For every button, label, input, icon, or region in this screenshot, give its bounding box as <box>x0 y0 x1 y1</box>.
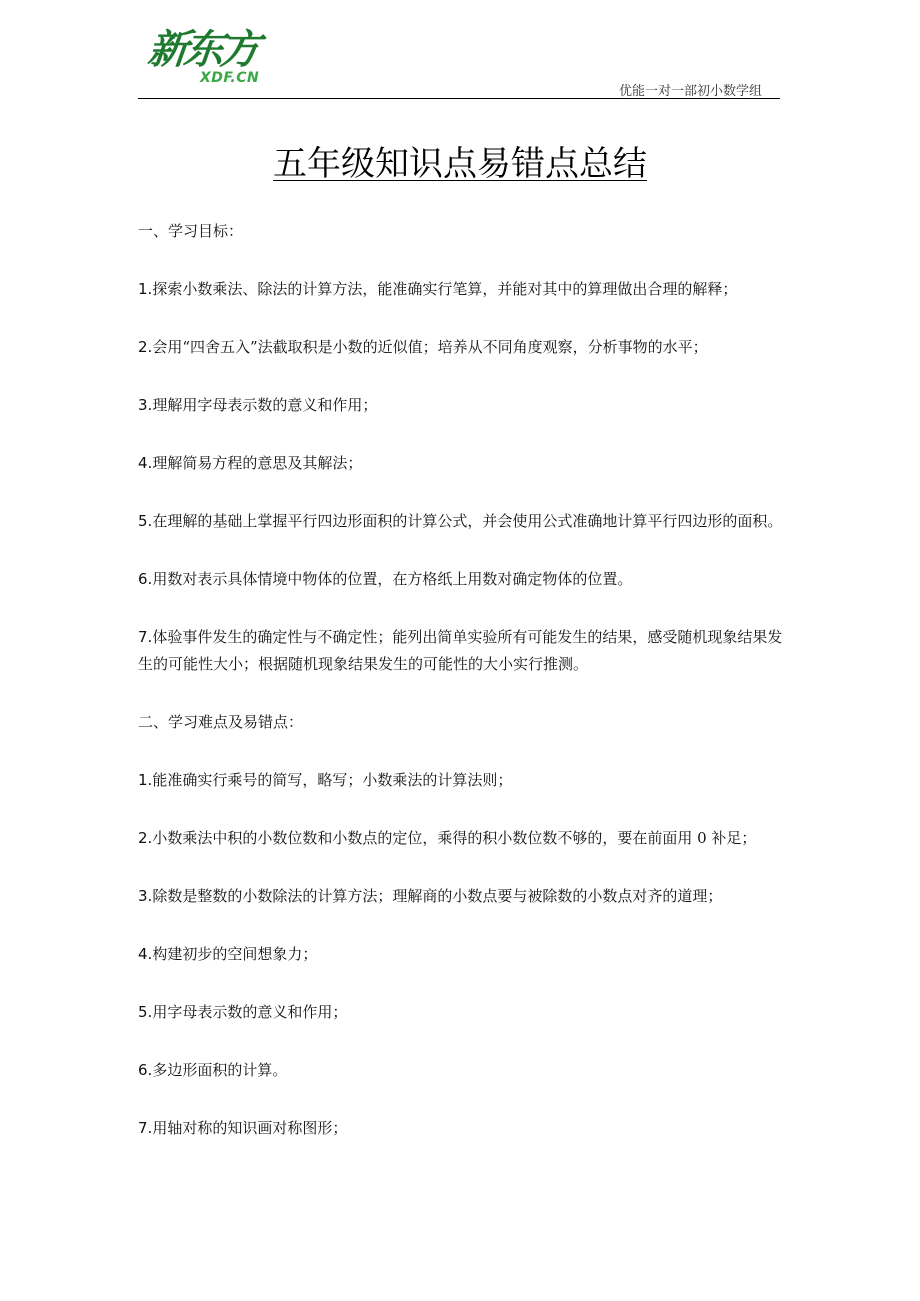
section-heading-difficulties: 二、学习难点及易错点： <box>138 713 304 731</box>
item-text: 能准确实行乘号的简写，略写；小数乘法的计算法则； <box>152 771 513 789</box>
item-text: 会用“四舍五入”法截取积是小数的近似值；培养从不同角度观察，分析事物的水平； <box>152 338 708 356</box>
item-text: 用数对表示具体情境中物体的位置，在方格纸上用数对确定物体的位置。 <box>152 570 633 588</box>
document-title <box>0 142 920 186</box>
item-text: 在理解的基础上掌握平行四边形面积的计算公式，并会使用公式准确地计算平行四边形的面积。 <box>152 512 783 530</box>
item-text: 探索小数乘法、除法的计算方法，能准确实行笔算，并能对其中的算理做出合理的解释； <box>152 280 738 298</box>
difficulty-item <box>138 883 784 910</box>
item-number: 1. <box>138 280 153 298</box>
difficulty-item <box>138 1057 784 1084</box>
difficulty-item <box>138 999 784 1026</box>
item-number: 2. <box>138 338 153 356</box>
item-number: 3. <box>138 887 153 905</box>
item-number: 5. <box>138 512 153 530</box>
logo-text: 新东方 <box>145 27 259 73</box>
item-number: 4. <box>138 945 153 963</box>
difficulty-item <box>138 941 784 968</box>
item-number: 7. <box>138 1119 153 1137</box>
item-number: 2. <box>138 829 153 847</box>
item-number: 4. <box>138 454 153 472</box>
goal-item <box>138 450 784 477</box>
item-text: 小数乘法中积的小数位数和小数点的定位，乘得的积小数位数不够的，要在前面用 0 补足； <box>152 829 757 847</box>
goal-item <box>138 276 784 303</box>
item-text: 除数是整数的小数除法的计算方法；理解商的小数点要与被除数的小数点对齐的道理； <box>152 887 723 905</box>
item-number: 6. <box>138 1061 153 1079</box>
goals-list <box>138 276 784 678</box>
document-body <box>138 218 784 1173</box>
item-text: 体验事件发生的确定性与不确定性；能列出简单实验所有可能发生的结果，感受随机现象结果发生的可能性大小；根据随机现象结果发生的可能性的大小实行推测。 <box>138 628 783 673</box>
item-number: 5. <box>138 1003 153 1021</box>
item-text: 理解简易方程的意思及其解法； <box>152 454 363 472</box>
item-text: 用轴对称的知识画对称图形； <box>152 1119 348 1137</box>
difficulty-item <box>138 767 784 794</box>
header-divider <box>138 98 780 99</box>
item-text: 构建初步的空间想象力； <box>152 945 318 963</box>
logo-subtext: XDF.CN <box>200 70 260 86</box>
header-department: 优能一对一部初小数学组 <box>618 84 762 99</box>
goal-item <box>138 566 784 593</box>
item-number: 3. <box>138 396 153 414</box>
difficulty-item <box>138 825 784 852</box>
goal-item <box>138 624 784 678</box>
item-number: 6. <box>138 570 153 588</box>
section-heading-goals: 一、学习目标： <box>138 222 244 240</box>
goal-item <box>138 508 784 535</box>
difficulties-list <box>138 767 784 1142</box>
item-number: 7. <box>138 628 153 646</box>
difficulty-item <box>138 1115 784 1142</box>
goal-item <box>138 334 784 361</box>
item-text: 用字母表示数的意义和作用； <box>152 1003 348 1021</box>
item-number: 1. <box>138 771 153 789</box>
xdf-logo <box>145 27 298 90</box>
goal-item <box>138 392 784 419</box>
document-title-text: 五年级知识点易错点总结 <box>273 144 647 184</box>
item-text: 多边形面积的计算。 <box>152 1061 288 1079</box>
item-text: 理解用字母表示数的意义和作用； <box>152 396 378 414</box>
